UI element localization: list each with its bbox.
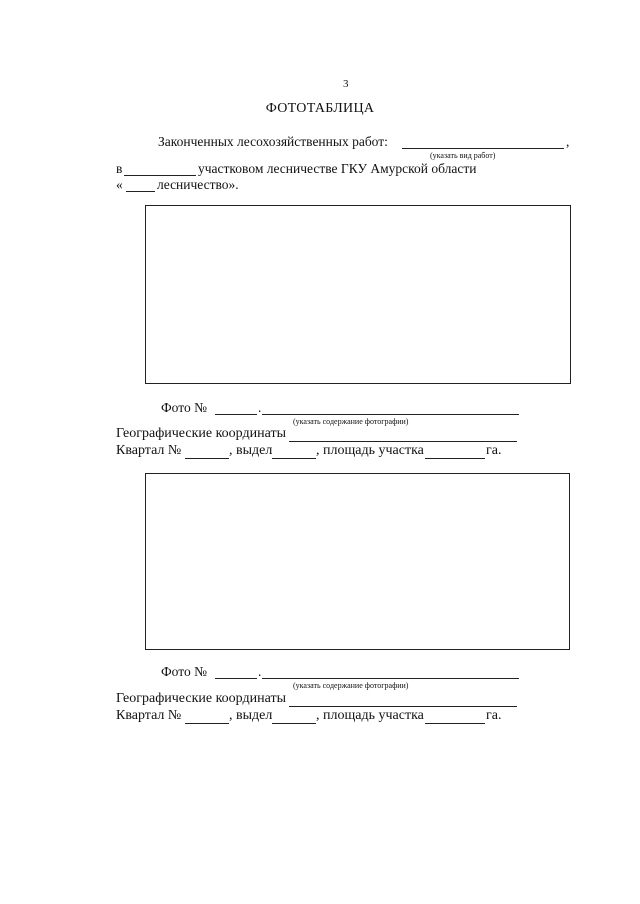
- allotment-label-1: , выдел: [229, 443, 273, 458]
- area-field-2[interactable]: [425, 723, 485, 724]
- works-label: Законченных лесохозяйственных работ:: [158, 134, 388, 149]
- quarter-field-2[interactable]: [185, 723, 229, 724]
- photo-content-hint-1: (указать содержание фотографии): [293, 417, 409, 426]
- forestry-name-field[interactable]: [126, 191, 155, 192]
- page-number: 3: [343, 78, 349, 90]
- coords-label-2: Географические координаты: [116, 691, 286, 706]
- district-field[interactable]: [124, 175, 196, 176]
- works-type-hint: (указать вид работ): [430, 151, 496, 160]
- quarter-label-2: Квартал №: [116, 708, 182, 723]
- coords-field-1[interactable]: [289, 441, 517, 442]
- coords-field-2[interactable]: [289, 706, 517, 707]
- area-unit-1: га.: [486, 443, 502, 458]
- forestry-open-quote: «: [116, 177, 123, 192]
- photo-number-field-2[interactable]: [215, 678, 257, 679]
- photo-frame-2[interactable]: [145, 473, 570, 650]
- forestry-text: лесничество».: [157, 177, 239, 192]
- photo-frame-1[interactable]: [145, 205, 571, 384]
- coords-label-1: Географические координаты: [116, 426, 286, 441]
- photo-number-dot-1: .: [258, 400, 262, 415]
- quarter-label-1: Квартал №: [116, 443, 182, 458]
- district-prefix: в: [116, 161, 123, 176]
- quarter-field-1[interactable]: [185, 458, 229, 459]
- area-field-1[interactable]: [425, 458, 485, 459]
- allotment-field-2[interactable]: [272, 723, 316, 724]
- document-title: ФОТОТАБЛИЦА: [265, 101, 375, 116]
- district-text: участковом лесничестве ГКУ Амурской области: [198, 161, 477, 176]
- photo-number-field-1[interactable]: [215, 414, 257, 415]
- area-unit-2: га.: [486, 708, 502, 723]
- works-type-field[interactable]: [402, 148, 564, 149]
- allotment-field-1[interactable]: [272, 458, 316, 459]
- photo-number-label-1: Фото №: [161, 400, 207, 415]
- works-comma: ,: [566, 134, 570, 149]
- photo-content-field-2[interactable]: [262, 678, 519, 679]
- area-label-2: , площадь участка: [316, 708, 424, 723]
- area-label-1: , площадь участка: [316, 443, 424, 458]
- photo-content-field-1[interactable]: [262, 414, 519, 415]
- allotment-label-2: , выдел: [229, 708, 273, 723]
- photo-number-label-2: Фото №: [161, 664, 207, 679]
- photo-content-hint-2: (указать содержание фотографии): [293, 681, 409, 690]
- photo-number-dot-2: .: [258, 664, 262, 679]
